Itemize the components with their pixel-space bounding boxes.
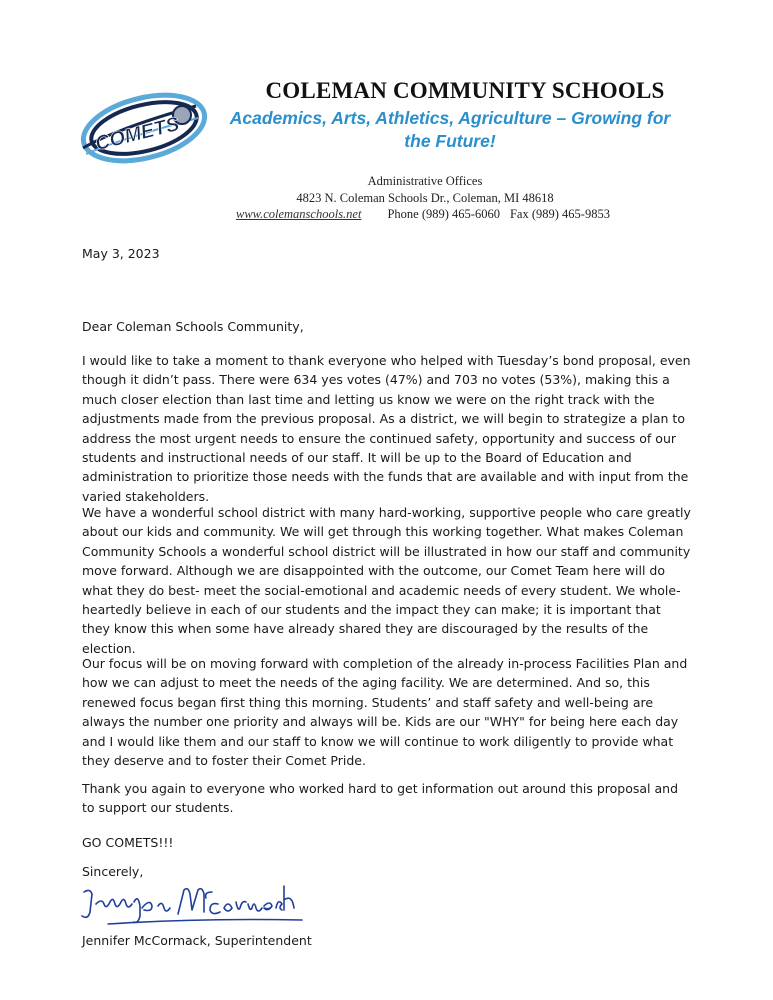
paragraph-1: I would like to take a moment to thank everyone who helped with Tuesday’s bond proposal, even though it didn’t pass. There were 634 yes votes (47%) and 703 no votes (53%), making this a much closer election than last time and letting us know we were on the right track with the adjustments made from the previous proposal. As a district, we will begin to strategize a plan to address the most urgent needs to ensure the continued safety, opportunity and success of our students and instructional needs of our staff. It will be up to the Board of Education and administration to prioritize those needs with the funds that are available and with input from the varied stakeholders. — [82, 353, 691, 504]
letter-date: May 3, 2023 — [82, 246, 160, 261]
logo-text: COMETS — [93, 113, 182, 156]
school-motto: Academics, Arts, Athletics, Agriculture – Growing for the Future! — [229, 108, 671, 151]
handwritten-signature — [78, 880, 308, 930]
paragraph-4: Thank you again to everyone who worked hard to get information out around this proposal and to support our students. — [82, 781, 679, 816]
office-title: Administrative Offices — [367, 174, 483, 188]
office-address: 4823 N. Coleman Schools Dr., Coleman, MI 48618 — [296, 191, 554, 205]
paragraph-3: Our focus will be on moving forward with completion of the already in-process Facilities Plan and how we can adjust to meet the needs of the aging facility. We are determined. And so, this renewed focus began first thing this morning. Students’ and staff safety and well-being are always the number one priority and always will be. Kids are our "WHY" for being here each day and I would like them and our staff to know we will continue to work diligently to provide what they deserve and to foster their Comet Pride. — [82, 656, 688, 769]
fax-number: Fax (989) 465-9853 — [509, 207, 610, 221]
paragraph-2: We have a wonderful school district with many hard-working, supportive people who care greatly about our kids and community. We will get through this working together. What makes Coleman Community Schools a wonderful school district will be illustrated in how our staff and community move forward. Although we are disappointed with the outcome, our Comet Team here will do what they do best- meet the social-emotional and academic needs of every student. We whole-heartedly believe in each of our students and the impact they can make; it is important that they know this when some have already shared they are discouraged by the results of the election. — [82, 505, 691, 656]
contact-row — [236, 207, 656, 222]
sign-off: Sincerely, — [82, 864, 144, 879]
comets-logo — [78, 88, 208, 168]
school-name: COLEMAN COMMUNITY SCHOOLS — [265, 78, 665, 103]
salutation: Dear Coleman Schools Community, — [82, 319, 304, 334]
signer-name: Jennifer McCormack, Superintendent — [82, 933, 312, 948]
website-link[interactable]: www.colemanschools.net — [236, 207, 362, 221]
closing-cheer: GO COMETS!!! — [82, 835, 174, 850]
phone-number: Phone (989) 465-6060 — [387, 207, 500, 221]
